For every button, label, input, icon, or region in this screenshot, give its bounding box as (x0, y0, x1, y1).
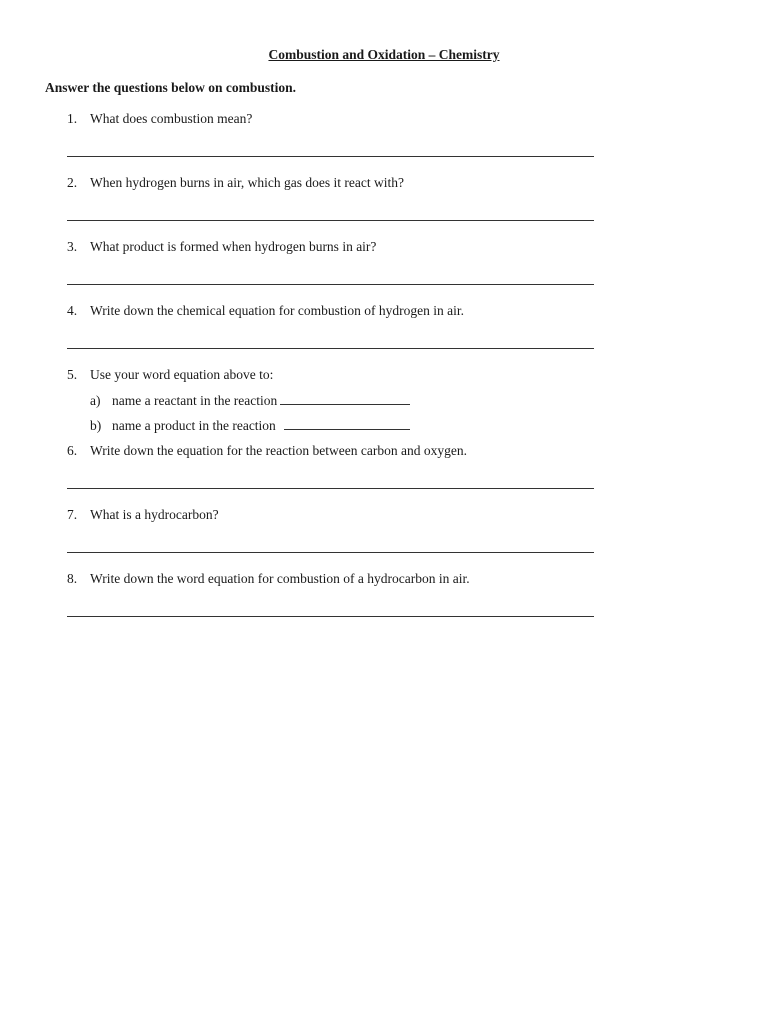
subquestion-a (90, 392, 410, 409)
question-number: 7. (67, 507, 78, 522)
answer-line-6[interactable] (67, 488, 594, 489)
question-text: What is a hydrocarbon? (90, 507, 219, 522)
answer-line-2[interactable] (67, 220, 594, 221)
question-text: Write down the chemical equation for combustion of hydrogen in air. (90, 303, 464, 318)
answer-line-1[interactable] (67, 156, 594, 157)
question-5 (67, 367, 273, 383)
subquestion-text: name a product in the reaction (112, 418, 276, 433)
answer-blank-b[interactable] (284, 417, 410, 430)
worksheet-instruction: Answer the questions below on combustion. (45, 80, 297, 95)
question-text: Write down the equation for the reaction between carbon and oxygen. (90, 443, 467, 458)
subquestion-letter: a) (90, 393, 101, 408)
question-8 (67, 571, 470, 587)
question-number: 2. (67, 175, 78, 190)
question-text: Write down the word equation for combustion of a hydrocarbon in air. (90, 571, 470, 586)
question-text: What does combustion mean? (90, 111, 253, 126)
answer-line-4[interactable] (67, 348, 594, 349)
question-number: 4. (67, 303, 78, 318)
answer-line-8[interactable] (67, 616, 594, 617)
question-number: 3. (67, 239, 78, 254)
question-number: 6. (67, 443, 78, 458)
answer-blank-a[interactable] (280, 392, 410, 405)
subquestion-b (90, 417, 410, 434)
question-6 (67, 443, 467, 459)
question-number: 8. (67, 571, 78, 586)
question-text: What product is formed when hydrogen burns in air? (90, 239, 377, 254)
question-number: 1. (67, 111, 78, 126)
question-3 (67, 239, 376, 255)
subquestion-letter: b) (90, 418, 102, 433)
question-4 (67, 303, 464, 319)
question-text: When hydrogen burns in air, which gas does it react with? (90, 175, 404, 190)
question-1 (67, 111, 252, 127)
subquestion-text: name a reactant in the reaction (112, 393, 278, 408)
question-number: 5. (67, 367, 78, 382)
answer-line-3[interactable] (67, 284, 594, 285)
question-text: Use your word equation above to: (90, 367, 274, 382)
answer-line-7[interactable] (67, 552, 594, 553)
worksheet-title: Combustion and Oxidation – Chemistry (268, 47, 500, 62)
question-7 (67, 507, 219, 523)
question-2 (67, 175, 404, 191)
